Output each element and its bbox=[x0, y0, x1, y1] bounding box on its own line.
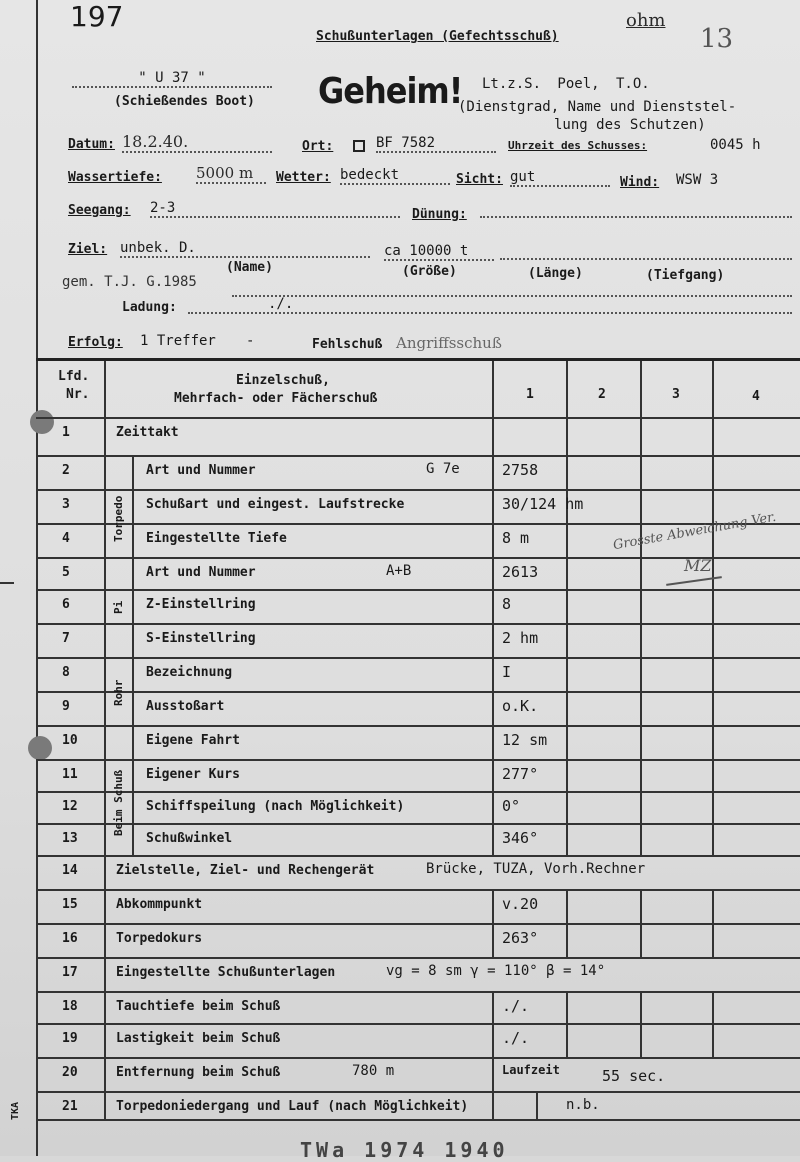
col-divider bbox=[640, 455, 642, 489]
col-divider bbox=[566, 589, 568, 623]
head-desc-1: Einzelschuß, bbox=[236, 373, 330, 388]
row-label: Torpedoniedergang und Lauf (nach Möglichkeit) bbox=[116, 1099, 469, 1114]
row-value-col1: v.20 bbox=[502, 895, 539, 913]
row-value-col1: 2613 bbox=[502, 563, 539, 581]
col-divider bbox=[566, 417, 568, 455]
row-label: Schußart und eingest. Laufstrecke bbox=[146, 497, 405, 512]
ladung-value: ./. bbox=[188, 296, 792, 314]
col-divider bbox=[712, 557, 714, 589]
row-label: Ausstoßart bbox=[146, 699, 225, 714]
row-value-col1: 8 bbox=[502, 595, 512, 613]
col-divider bbox=[104, 1023, 106, 1057]
row-number: 14 bbox=[62, 863, 78, 878]
col-divider bbox=[492, 557, 494, 589]
ort-value: BF 7582 bbox=[376, 135, 496, 153]
row-label: Tauchtiefe beim Schuß bbox=[116, 999, 281, 1014]
row-value-col1: 12 sm bbox=[502, 731, 548, 749]
col-divider bbox=[566, 759, 568, 791]
sicht-value: gut bbox=[510, 169, 610, 187]
col-divider bbox=[640, 791, 642, 823]
row-label: S-Einstellring bbox=[146, 631, 256, 646]
row-value-col1: 263° bbox=[502, 929, 539, 947]
erfolg-value: 1 Treffer bbox=[140, 333, 216, 349]
row-number: 6 bbox=[62, 597, 70, 612]
col-divider bbox=[640, 759, 642, 791]
col-divider bbox=[104, 417, 106, 455]
head-nr: Nr. bbox=[66, 387, 90, 402]
col-divider bbox=[712, 657, 714, 691]
groesse-label: (Größe) bbox=[402, 264, 457, 279]
uhrzeit-label: Uhrzeit des Schusses: bbox=[508, 139, 648, 152]
table-row bbox=[36, 489, 800, 525]
col-divider bbox=[492, 1057, 494, 1091]
wind-value: WSW 3 bbox=[676, 172, 719, 188]
seegang-label: Seegang: bbox=[68, 203, 131, 218]
shooter-label-2: lung des Schutzen) bbox=[554, 117, 706, 133]
tiefgang-label: (Tiefgang) bbox=[646, 268, 725, 283]
row-value-col1: ./. bbox=[502, 1029, 530, 1047]
wassertiefe-value: 5000 m bbox=[196, 164, 266, 184]
uhrzeit-value: 0045 h bbox=[710, 137, 761, 153]
table-row bbox=[36, 957, 800, 993]
group-divider bbox=[132, 557, 134, 589]
col-divider bbox=[712, 589, 714, 623]
datum-label: Datum: bbox=[68, 137, 115, 152]
col-divider bbox=[104, 623, 106, 657]
table-header-row bbox=[36, 361, 800, 419]
row-number: 11 bbox=[62, 767, 78, 782]
ladung-label: Ladung: bbox=[122, 300, 177, 315]
col-divider bbox=[566, 791, 568, 823]
row-number: 8 bbox=[62, 665, 70, 680]
group-label-torpedo: Torpedo bbox=[112, 495, 125, 542]
head-desc-2: Mehrfach- oder Fächerschuß bbox=[174, 391, 378, 406]
row-number: 5 bbox=[62, 565, 70, 580]
col-divider bbox=[492, 991, 494, 1023]
col-divider bbox=[712, 1023, 714, 1057]
group-label-beim-schuss: Beim Schuß bbox=[112, 769, 125, 836]
table-row bbox=[36, 623, 800, 659]
table-row bbox=[36, 991, 800, 1025]
row-number: 3 bbox=[62, 497, 70, 512]
col-divider bbox=[566, 657, 568, 691]
col-divider bbox=[566, 523, 568, 557]
row-extra-value: Brücke, TUZA, Vorh.Rechner bbox=[426, 861, 646, 877]
row-value-col1: 2758 bbox=[502, 461, 539, 479]
group-divider bbox=[132, 759, 134, 791]
row-label: Art und Nummer bbox=[146, 565, 256, 580]
row-value-col1: 0° bbox=[502, 797, 521, 815]
row-label: Zielstelle, Ziel- und Rechengerät bbox=[116, 863, 375, 878]
col-divider bbox=[492, 657, 494, 691]
col-divider bbox=[492, 725, 494, 759]
col-divider bbox=[492, 361, 494, 417]
ziel-label: Ziel: bbox=[68, 242, 108, 257]
shooter-name: Lt.z.S. Poel, T.O. bbox=[482, 76, 650, 92]
col-divider bbox=[104, 855, 106, 889]
row-label: Eingestellte Schußunterlagen bbox=[116, 965, 336, 980]
col-divider bbox=[566, 991, 568, 1023]
group-divider bbox=[132, 791, 134, 823]
col-divider bbox=[640, 623, 642, 657]
col-divider bbox=[492, 889, 494, 923]
table-row bbox=[36, 1023, 800, 1059]
group-divider bbox=[132, 523, 134, 557]
row-number: 21 bbox=[62, 1099, 78, 1114]
datum-value: 18.2.40. bbox=[122, 132, 272, 153]
col-divider bbox=[536, 1091, 538, 1119]
table-row bbox=[36, 1057, 800, 1093]
table-row bbox=[36, 823, 800, 857]
row-label: Schußwinkel bbox=[146, 831, 233, 846]
erfolg-dash: - bbox=[246, 333, 255, 349]
bottom-reference: TWa 1974 1940 bbox=[300, 1138, 509, 1162]
row-number: 1 bbox=[62, 425, 70, 440]
row-label: Z-Einstellring bbox=[146, 597, 256, 612]
wetter-value: bedeckt bbox=[340, 167, 450, 185]
col-divider bbox=[640, 889, 642, 923]
table-row bbox=[36, 417, 800, 457]
col-divider bbox=[104, 657, 106, 691]
laufzeit-value: 55 sec. bbox=[602, 1067, 666, 1085]
col-divider bbox=[492, 523, 494, 557]
col-divider bbox=[640, 823, 642, 855]
col-divider bbox=[712, 725, 714, 759]
col-divider bbox=[566, 1023, 568, 1057]
col-divider bbox=[492, 691, 494, 725]
group-label-rohr: Rohr bbox=[112, 679, 125, 706]
col-divider bbox=[640, 557, 642, 589]
col-header-1: 1 bbox=[526, 387, 534, 402]
row-number: 9 bbox=[62, 699, 70, 714]
col-divider bbox=[566, 923, 568, 957]
row-label: Bezeichnung bbox=[146, 665, 233, 680]
row-number: 16 bbox=[62, 931, 78, 946]
col-divider bbox=[640, 991, 642, 1023]
row-label: Abkommpunkt bbox=[116, 897, 203, 912]
col-divider bbox=[104, 823, 106, 855]
name-label: (Name) bbox=[226, 260, 273, 275]
row-value-col1: 277° bbox=[502, 765, 539, 783]
row-label: Entfernung beim Schuß bbox=[116, 1065, 281, 1080]
margin-note-1: Grosste Abweichung Ver. bbox=[611, 509, 778, 554]
row-number: 20 bbox=[62, 1065, 78, 1080]
col-divider bbox=[104, 523, 106, 557]
col-divider bbox=[712, 823, 714, 855]
head-lfd: Lfd. bbox=[58, 369, 90, 384]
col-divider bbox=[104, 1091, 106, 1119]
table-row bbox=[36, 791, 800, 825]
row-value-col1: 30/124 hm bbox=[502, 495, 584, 513]
col-divider bbox=[712, 489, 714, 523]
col-divider bbox=[104, 489, 106, 523]
col-divider bbox=[566, 691, 568, 725]
square-symbol bbox=[353, 140, 365, 152]
row-value-col1: o.K. bbox=[502, 697, 539, 715]
col-divider bbox=[104, 455, 106, 489]
table-row bbox=[36, 589, 800, 625]
duenung-label: Dünung: bbox=[412, 207, 467, 222]
row-extra-value: A+B bbox=[386, 563, 412, 579]
table-row bbox=[36, 759, 800, 793]
row-label: Eigener Kurs bbox=[146, 767, 240, 782]
col-header-3: 3 bbox=[672, 387, 680, 402]
col-header-4: 4 bbox=[752, 389, 760, 404]
col-divider bbox=[712, 455, 714, 489]
row-value-col1: 346° bbox=[502, 829, 539, 847]
col-divider bbox=[640, 489, 642, 523]
group-divider bbox=[132, 725, 134, 759]
col-divider bbox=[104, 1057, 106, 1091]
table-row bbox=[36, 725, 800, 761]
col-divider bbox=[492, 759, 494, 791]
col-divider bbox=[566, 725, 568, 759]
col-divider bbox=[492, 1023, 494, 1057]
wassertiefe-label: Wassertiefe: bbox=[68, 170, 162, 185]
row-label: Art und Nummer bbox=[146, 463, 256, 478]
row-value-col1: I bbox=[502, 663, 512, 681]
row-number: 19 bbox=[62, 1031, 78, 1046]
col-divider bbox=[492, 823, 494, 855]
row-extra-value: 780 m bbox=[352, 1063, 395, 1079]
col-divider bbox=[492, 1091, 494, 1119]
col-divider bbox=[492, 923, 494, 957]
group-divider bbox=[132, 489, 134, 523]
ziel-line bbox=[500, 246, 792, 260]
col-divider bbox=[712, 691, 714, 725]
col-divider bbox=[104, 759, 106, 791]
col-divider bbox=[640, 923, 642, 957]
col-divider bbox=[104, 691, 106, 725]
row-extra-value: vg = 8 sm γ = 110° β = 14° bbox=[386, 963, 606, 979]
col-divider bbox=[712, 361, 714, 417]
col-divider bbox=[640, 1023, 642, 1057]
row-number: 17 bbox=[62, 965, 78, 980]
col-divider bbox=[492, 489, 494, 523]
form-title: Schußunterlagen (Gefechtsschuß) bbox=[316, 29, 559, 44]
laufzeit-label: Laufzeit bbox=[502, 1063, 560, 1077]
row-value-col1: 8 m bbox=[502, 529, 530, 547]
ziel-groesse: ca 10000 t bbox=[384, 243, 494, 261]
col-divider bbox=[104, 361, 106, 417]
fold-mark bbox=[0, 582, 14, 584]
erfolg-label: Erfolg: bbox=[68, 335, 123, 350]
col-divider bbox=[566, 557, 568, 589]
row-extra-value: G 7e bbox=[426, 461, 460, 477]
col-divider bbox=[492, 417, 494, 455]
row-label: Zeittakt bbox=[116, 425, 179, 440]
col-divider bbox=[712, 417, 714, 455]
row-label: Torpedokurs bbox=[116, 931, 203, 946]
wetter-label: Wetter: bbox=[276, 170, 331, 185]
table-row bbox=[36, 455, 800, 491]
row-label: Schiffspeilung (nach Möglichkeit) bbox=[146, 799, 405, 814]
col-divider bbox=[104, 957, 106, 991]
col-divider bbox=[566, 623, 568, 657]
col-divider bbox=[566, 889, 568, 923]
col-divider bbox=[640, 361, 642, 417]
row-number: 12 bbox=[62, 799, 78, 814]
col-divider bbox=[640, 691, 642, 725]
col-divider bbox=[712, 923, 714, 957]
row-number: 18 bbox=[62, 999, 78, 1014]
row-number: 7 bbox=[62, 631, 70, 646]
table-row bbox=[36, 889, 800, 925]
col-divider bbox=[712, 791, 714, 823]
boat-label: (Schießendes Boot) bbox=[114, 94, 255, 109]
row-label: Eigene Fahrt bbox=[146, 733, 240, 748]
secret-stamp: Geheim! bbox=[318, 70, 463, 112]
group-divider bbox=[132, 657, 134, 691]
col-divider bbox=[640, 657, 642, 691]
seegang-value: 2-3 bbox=[150, 200, 400, 218]
group-divider bbox=[132, 691, 134, 725]
group-divider bbox=[132, 589, 134, 623]
group-label-pi: Pi bbox=[112, 600, 125, 614]
table-row bbox=[36, 657, 800, 693]
group-divider bbox=[132, 823, 134, 855]
corner-mark: 13 bbox=[700, 24, 734, 54]
group-divider bbox=[132, 455, 134, 489]
angriff-value: Angriffsschuß bbox=[396, 334, 502, 352]
row-value-col1: ./. bbox=[502, 997, 530, 1015]
col-divider bbox=[712, 889, 714, 923]
ort-label: Ort: bbox=[302, 139, 334, 154]
col-divider bbox=[104, 791, 106, 823]
table-row bbox=[36, 691, 800, 727]
col-divider bbox=[640, 725, 642, 759]
laenge-label: (Länge) bbox=[528, 266, 583, 281]
row-number: 2 bbox=[62, 463, 70, 478]
col-divider bbox=[104, 557, 106, 589]
corner-initial: ohm bbox=[626, 10, 666, 31]
row-extra-value: n.b. bbox=[566, 1097, 600, 1113]
row-number: 4 bbox=[62, 531, 70, 546]
col-divider bbox=[492, 589, 494, 623]
col-divider bbox=[640, 417, 642, 455]
row-number: 10 bbox=[62, 733, 78, 748]
table-row bbox=[36, 855, 800, 891]
row-label: Eingestellte Tiefe bbox=[146, 531, 287, 546]
table-row bbox=[36, 1091, 800, 1121]
sicht-label: Sicht: bbox=[456, 172, 503, 187]
table-row bbox=[36, 923, 800, 959]
col-divider bbox=[492, 455, 494, 489]
group-divider bbox=[132, 623, 134, 657]
col-divider bbox=[566, 455, 568, 489]
col-divider bbox=[104, 889, 106, 923]
col-divider bbox=[492, 623, 494, 657]
gem-line: gem. T.J. G.1985 bbox=[62, 274, 197, 290]
col-divider bbox=[104, 589, 106, 623]
row-number: 13 bbox=[62, 831, 78, 846]
boat-name: " U 37 " bbox=[72, 70, 272, 88]
col-divider bbox=[712, 623, 714, 657]
row-number: 15 bbox=[62, 897, 78, 912]
col-divider bbox=[712, 991, 714, 1023]
row-label: Lastigkeit beim Schuß bbox=[116, 1031, 281, 1046]
col-header-2: 2 bbox=[598, 387, 606, 402]
fehlschuss-label: Fehlschuß bbox=[312, 337, 383, 352]
margin-note-2: MZ bbox=[684, 556, 712, 575]
duenung-line bbox=[480, 204, 792, 218]
col-divider bbox=[566, 823, 568, 855]
col-divider bbox=[104, 725, 106, 759]
side-stamp: TKA bbox=[10, 1101, 21, 1120]
col-divider bbox=[640, 589, 642, 623]
col-divider bbox=[104, 991, 106, 1023]
col-divider bbox=[492, 791, 494, 823]
row-value-col1: 2 hm bbox=[502, 629, 539, 647]
wind-label: Wind: bbox=[620, 175, 660, 190]
page-number: 197 bbox=[70, 0, 124, 33]
col-divider bbox=[104, 923, 106, 957]
ziel-name: unbek. D. bbox=[120, 240, 370, 258]
col-divider bbox=[566, 361, 568, 417]
col-divider bbox=[712, 759, 714, 791]
shooter-label-1: (Dienstgrad, Name und Dienststel- bbox=[458, 99, 737, 115]
